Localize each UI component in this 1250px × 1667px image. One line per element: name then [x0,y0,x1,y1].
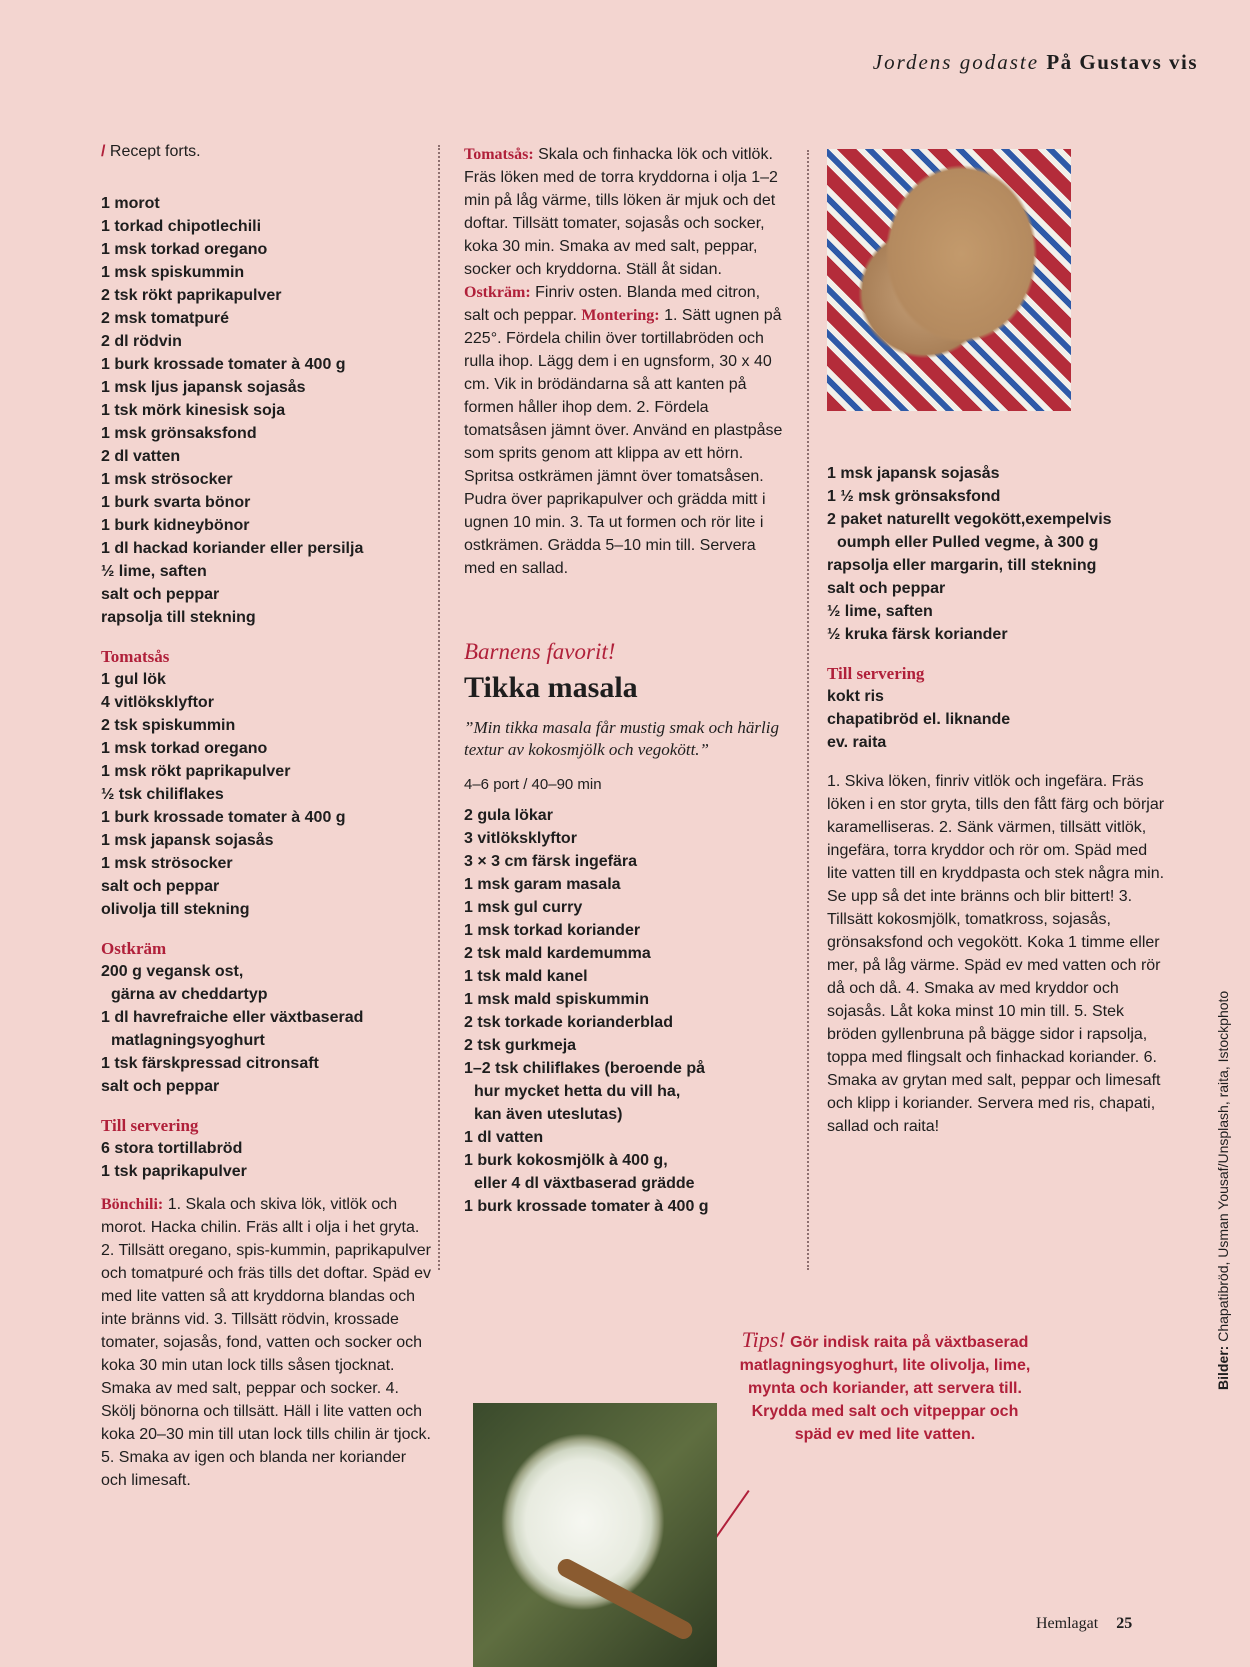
ingredient-line: 200 g vegansk ost, [101,963,244,980]
ingredient-line: rapsolja till stekning [101,609,256,626]
credit-label: Bilder: [1215,1345,1231,1390]
ostkram-label: Ostkräm: [464,284,531,301]
ingredient-line: 2 tsk torkade korianderblad [464,1014,673,1031]
ingredient-line: hur mycket hetta du vill ha, [474,1083,681,1100]
recipe-servings-time: 4–6 port / 40–90 min [464,776,602,793]
page-header [873,50,1198,75]
ingredient-line: matlagningsyoghurt [111,1032,265,1049]
ingredient-line: 1 tsk mörk kinesisk soja [101,402,286,419]
tips-label: Tips! [741,1327,786,1352]
ingredient-line: ev. raita [827,734,887,751]
montering-text: 1. Sätt ugnen på 225°. Fördela chilin över tortillabröden och rulla ihop. Lägg dem i en ugnsform, 30 x 40 cm. Vik in brödändarna så att kanten på formen håller ihop dem. 2. Fördela tomatsåsen jämnt över. Använd en plastpåse som sprits genom att klippa av ett hörn. Spritsa ostkrämen jämnt över tomatsåsen. Pudra över paprikapulver och grädda mitt i ugnen 10 min. 3. Ta ut formen och rör lite i ostkrämen. Grädda 5–10 min till. Servera med en sallad. [464,307,783,577]
column-1 [101,140,431,1492]
ingredient-line: 1 msk strösocker [101,471,233,488]
assembly-method [464,143,784,580]
ingredient-line: 1 msk torkad oregano [101,740,268,757]
ingredient-line: 1 burk svarta bönor [101,494,251,511]
ingredient-line: 2 dl rödvin [101,333,182,350]
recipe-quote: ”Min tikka masala får mustig smak och härlig textur av kokosmjölk och vegokött.” [464,718,779,759]
ingredient-line: oumph eller Pulled vegme, à 300 g [837,534,1099,551]
ingredient-line: 2 gula lökar [464,807,553,824]
ingredient-line: 1–2 tsk chiliflakes (beroende på [464,1060,705,1077]
ingredient-line: gärna av cheddartyp [111,986,268,1003]
servering-ingredients [101,1137,431,1183]
tikka-servering-heading: Till servering [827,664,925,683]
ingredient-line: 1 burk krossade tomater à 400 g [101,809,346,826]
tomatsas-ingredients [101,668,431,921]
ingredient-line: 1 msk rökt paprikapulver [101,763,291,780]
ingredient-line: 4 vitlöksklyftor [101,694,214,711]
ingredient-line: eller 4 dl växtbaserad grädde [474,1175,695,1192]
recipe-title: Tikka masala [464,671,638,704]
ingredient-line: 1 msk spiskummin [101,264,245,281]
ingredient-line: 1 burk krossade tomater à 400 g [464,1198,709,1215]
recipe-continued [101,140,431,163]
page-number: 25 [1116,1615,1133,1632]
photo-credit [1215,991,1231,1390]
tikka-servering [827,685,1167,754]
column-divider-2 [807,150,809,1270]
ingredient-line: 1 dl hackad koriander eller persilja [101,540,364,557]
ingredient-line: chapatibröd el. liknande [827,711,1011,728]
ingredient-line: 3 × 3 cm färsk ingefära [464,853,637,870]
ingredient-line: ½ kruka färsk koriander [827,626,1008,643]
ingredient-line: 1 gul lök [101,671,166,688]
ingredient-line: kan även uteslutas) [474,1106,623,1123]
ingredient-line: 1 msk ljus japansk sojasås [101,379,306,396]
ingredient-line: 1 burk kokosmjölk à 400 g, [464,1152,668,1169]
montering-label: Montering: [581,307,660,324]
ingredient-line: 6 stora tortillabröd [101,1140,243,1157]
magazine-name: Hemlagat [1036,1615,1099,1632]
chili-ingredients [101,192,431,629]
ingredient-line: 1 dl havrefraiche eller växtbaserad [101,1009,364,1026]
ingredient-line: 1 burk krossade tomater à 400 g [101,356,346,373]
ingredient-line: 1 msk strösocker [101,855,233,872]
chapati-photo [827,149,1071,411]
tomatsas-label: Tomatsås: [464,146,534,163]
ingredient-line: 2 tsk gurkmeja [464,1037,577,1054]
ingredient-line: 1 msk japansk sojasås [101,832,274,849]
ingredient-line: salt och peppar [101,1078,220,1095]
column-2 [464,143,784,1218]
bonchili-text: 1. Skala och skiva lök, vitlök och morot. Hacka chilin. Fräs allt i olja i het gryta. 2. Tillsätt oregano, spis-kummin, paprikapulver och tomatpuré och fräs tills det doftar. Späd ev med lite vatten så att kryddorna blandas och inte bränns vid. 3. Tillsätt rödvin, krossade tomater, sojasås, fond, vatten och socker och koka 30 min utan lock tills såsen tjocknat. Smaka av med salt, peppar och socker. 4. Skölj bönorna och tillsätt. Häll i lite vatten och koka 20–30 min till utan lock tills chilin är tjock. 5. Smaka av igen och blanda ner koriander och limesaft. [101,1196,431,1489]
recipe-kicker: Barnens favorit! [464,639,616,664]
bonchili-label: Bönchili: [101,1196,164,1213]
ingredient-line: 1 msk garam masala [464,876,621,893]
ingredient-line: 1 msk japansk sojasås [827,465,1000,482]
ingredient-line: 1 burk kidneybönor [101,517,250,534]
ingredient-line: ½ lime, saften [101,563,207,580]
ingredient-line: 2 tsk spiskummin [101,717,236,734]
ostkram-ingredients [101,960,431,1098]
tomatsas-heading: Tomatsås [101,647,170,666]
ingredient-line: 1 msk gul curry [464,899,583,916]
tikka-method: 1. Skiva löken, finriv vitlök och ingefära. Fräs löken i en stor gryta, tills den fått färg och börjar karamelliseras. 2. Sänk värmen, tillsätt vitlök, ingefära, torra kryddor och rör om. Späd med lite vatten till en kryddpasta och stek några min. Se upp så det inte bränns och blir bittert! 3. Tillsätt kokosmjölk, tomatkross, sojasås, grönsaksfond och vegokött. Koka 1 timme eller mer, på låg värme. Späd ev med vatten och rör då och då. 4. Smaka av med kryddor och sojasås. Låt koka minst 10 min till. 5. Stek bröden gyllenbruna på bägge sidor i rapsolja, toppa med flingsalt och finhackad koriander. 6. Smaka av grytan med salt, peppar och limesaft och klipp i koriander. Servera med ris, chapati, sallad och raita! [827,773,1165,1135]
tikka-ingredients-cont [827,462,1167,646]
ostkram-heading: Ostkräm [101,939,167,958]
ingredient-line: kokt ris [827,688,884,705]
ostkram-text: Finriv osten. Blanda med citron, salt och peppar. [464,284,761,324]
ingredient-line: 2 msk tomatpuré [101,310,230,327]
ingredient-line: 3 vitlöksklyftor [464,830,577,847]
credit-text: Chapatibröd, Usman Yousaf/Unsplash, raita, Istockphoto [1215,990,1231,1342]
ingredient-line: olivolja till stekning [101,901,250,918]
section-title: På Gustavs vis [1046,50,1198,74]
bonchili-method [101,1193,431,1492]
ingredient-line: rapsolja eller margarin, till stekning [827,557,1097,574]
recipe-continued-label: Recept forts. [109,143,201,160]
ingredient-line: 1 ½ msk grönsaksfond [827,488,1001,505]
column-divider-1 [438,145,440,1270]
ingredient-line: 2 paket naturellt vegokött,exempelvis [827,511,1112,528]
ingredient-line: 1 msk torkad koriander [464,922,641,939]
slash-mark: / [101,143,106,160]
ingredient-line: 1 tsk paprikapulver [101,1163,247,1180]
ingredient-line: 1 msk grönsaksfond [101,425,257,442]
tips-box [735,1328,1035,1446]
ingredient-line: salt och peppar [101,586,220,603]
ingredient-line: ½ lime, saften [827,603,933,620]
ingredient-line: 1 msk torkad oregano [101,241,268,258]
tikka-ingredients [464,804,784,1218]
tomatsas-text: Skala och finhacka lök och vitlök. Fräs löken med de torra kryddorna i olja 1–2 min på låg värme, tills löken är mjuk och det doftar. Tillsätt tomater, sojasås och socker, koka 30 min. Smaka av med salt, peppar, socker och kryddorna. Ställ åt sidan. [464,146,778,278]
ingredient-line: ½ tsk chiliflakes [101,786,224,803]
ingredient-line: 1 tsk mald kanel [464,968,588,985]
ingredient-line: salt och peppar [101,878,220,895]
page-footer [1036,1615,1132,1633]
ingredient-line: 1 morot [101,195,160,212]
ingredient-line: 2 tsk rökt paprikapulver [101,287,282,304]
series-title: Jordens godaste [872,50,1040,74]
ingredient-line: 1 tsk färskpressad citronsaft [101,1055,319,1072]
ingredient-line: 1 msk mald spiskummin [464,991,649,1008]
column-3 [827,462,1167,1138]
ingredient-line: 1 dl vatten [464,1129,544,1146]
servering-heading: Till servering [101,1116,199,1135]
ingredient-line: 2 tsk mald kardemumma [464,945,651,962]
tips-text: Gör indisk raita på växtbaserad matlagningsyoghurt, lite olivolja, lime, mynta och koriander, att servera till. Krydda med salt och vitpeppar och späd ev med lite vatten. [739,1334,1031,1443]
ingredient-line: 2 dl vatten [101,448,181,465]
ingredient-line: salt och peppar [827,580,946,597]
ingredient-line: 1 torkad chipotlechili [101,218,262,235]
